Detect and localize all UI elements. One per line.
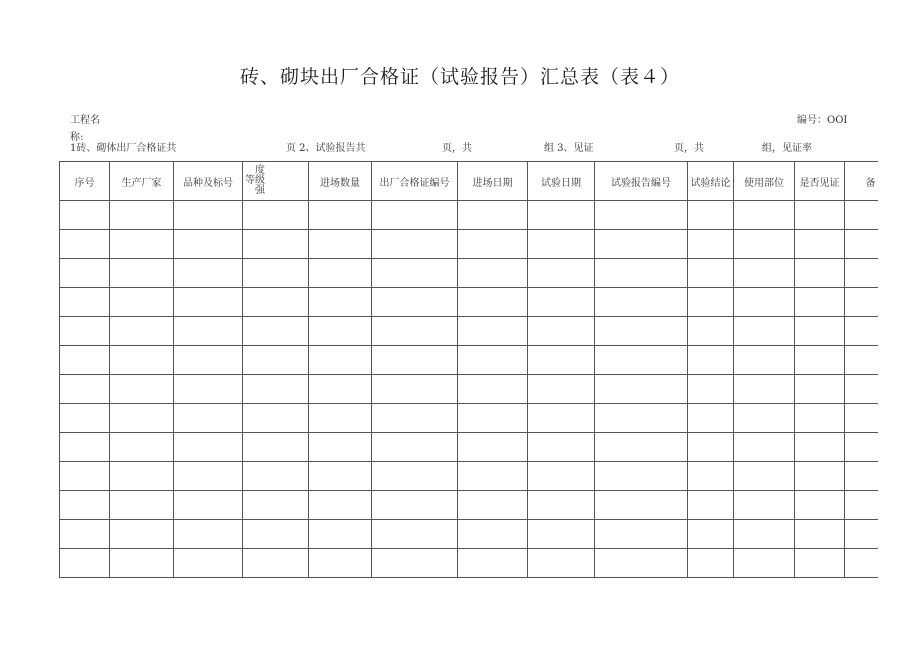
table-cell[interactable] bbox=[110, 346, 174, 375]
table-cell[interactable] bbox=[734, 288, 795, 317]
table-cell[interactable] bbox=[595, 201, 688, 230]
table-cell[interactable] bbox=[458, 259, 528, 288]
table-cell[interactable] bbox=[60, 259, 110, 288]
table-cell[interactable] bbox=[795, 259, 845, 288]
table-cell[interactable] bbox=[309, 549, 372, 578]
table-cell[interactable] bbox=[845, 346, 878, 375]
table-cell[interactable] bbox=[372, 288, 458, 317]
project-name-label: 工程名 称: bbox=[70, 115, 100, 143]
table-cell[interactable] bbox=[528, 346, 595, 375]
table-cell[interactable] bbox=[734, 346, 795, 375]
table-cell[interactable] bbox=[309, 520, 372, 549]
table-cell[interactable] bbox=[795, 201, 845, 230]
table-cell[interactable] bbox=[734, 404, 795, 433]
table-cell[interactable] bbox=[309, 404, 372, 433]
table-cell[interactable] bbox=[174, 462, 243, 491]
table-cell[interactable] bbox=[845, 433, 878, 462]
table-row bbox=[60, 288, 878, 317]
table-cell[interactable] bbox=[372, 375, 458, 404]
table-cell[interactable] bbox=[458, 346, 528, 375]
table-cell[interactable] bbox=[688, 375, 734, 404]
table-cell[interactable] bbox=[734, 201, 795, 230]
table-cell[interactable] bbox=[243, 288, 309, 317]
table-cell[interactable] bbox=[110, 375, 174, 404]
table-cell[interactable] bbox=[595, 346, 688, 375]
summary-part-5: 页，共 bbox=[674, 143, 704, 154]
table-cell[interactable] bbox=[688, 346, 734, 375]
table-cell[interactable] bbox=[243, 433, 309, 462]
table-cell[interactable] bbox=[528, 520, 595, 549]
table-cell[interactable] bbox=[243, 375, 309, 404]
page-title: 砖、砌块出厂合格证（试验报告）汇总表（表４） bbox=[239, 66, 680, 88]
table-cell[interactable] bbox=[60, 201, 110, 230]
table-row bbox=[60, 404, 878, 433]
table-cell[interactable] bbox=[688, 549, 734, 578]
table-cell[interactable] bbox=[372, 491, 458, 520]
table-cell[interactable] bbox=[458, 433, 528, 462]
col-header-usage-location: 使用部位 bbox=[734, 162, 795, 201]
table-cell[interactable] bbox=[309, 201, 372, 230]
table-cell[interactable] bbox=[309, 288, 372, 317]
table-cell[interactable] bbox=[174, 491, 243, 520]
table-cell[interactable] bbox=[595, 404, 688, 433]
table-cell[interactable] bbox=[734, 317, 795, 346]
table-cell[interactable] bbox=[688, 520, 734, 549]
col-header-variety-grade: 品种及标号 bbox=[174, 162, 243, 201]
table-cell[interactable] bbox=[795, 375, 845, 404]
table-cell[interactable] bbox=[845, 230, 878, 259]
table-cell[interactable] bbox=[688, 404, 734, 433]
col-header-conclusion: 试验结论 bbox=[688, 162, 734, 201]
table-row bbox=[60, 259, 878, 288]
table-cell[interactable] bbox=[174, 230, 243, 259]
table-row bbox=[60, 462, 878, 491]
table-cell[interactable] bbox=[110, 201, 174, 230]
table-cell[interactable] bbox=[795, 433, 845, 462]
table-cell[interactable] bbox=[528, 317, 595, 346]
table-cell[interactable] bbox=[845, 375, 878, 404]
table-cell[interactable] bbox=[372, 259, 458, 288]
summary-part-1: 1砖、砌体出厂合格证共 bbox=[70, 143, 177, 154]
table-cell[interactable] bbox=[372, 520, 458, 549]
table-cell[interactable] bbox=[174, 404, 243, 433]
table-cell[interactable] bbox=[795, 317, 845, 346]
table-cell[interactable] bbox=[309, 433, 372, 462]
table-cell[interactable] bbox=[60, 404, 110, 433]
table-cell[interactable] bbox=[688, 288, 734, 317]
document-number: 编号：OOI bbox=[797, 115, 848, 126]
table-cell[interactable] bbox=[795, 549, 845, 578]
table-cell[interactable] bbox=[110, 288, 174, 317]
table-cell[interactable] bbox=[795, 404, 845, 433]
table-cell[interactable] bbox=[795, 346, 845, 375]
table-cell[interactable] bbox=[595, 549, 688, 578]
table-cell[interactable] bbox=[458, 317, 528, 346]
table-cell[interactable] bbox=[110, 259, 174, 288]
table-cell[interactable] bbox=[458, 520, 528, 549]
table-cell[interactable] bbox=[795, 462, 845, 491]
table-cell[interactable] bbox=[795, 520, 845, 549]
table-cell[interactable] bbox=[595, 230, 688, 259]
table-row bbox=[60, 230, 878, 259]
table-cell[interactable] bbox=[174, 549, 243, 578]
table-cell[interactable] bbox=[734, 230, 795, 259]
table-cell[interactable] bbox=[458, 201, 528, 230]
table-cell[interactable] bbox=[174, 346, 243, 375]
table-cell[interactable] bbox=[110, 520, 174, 549]
table-cell[interactable] bbox=[688, 259, 734, 288]
table-cell[interactable] bbox=[734, 259, 795, 288]
table-row bbox=[60, 549, 878, 578]
table-row bbox=[60, 520, 878, 549]
table-cell[interactable] bbox=[458, 288, 528, 317]
table-cell[interactable] bbox=[688, 317, 734, 346]
table-cell[interactable] bbox=[243, 259, 309, 288]
table-cell[interactable] bbox=[528, 433, 595, 462]
table-cell[interactable] bbox=[60, 549, 110, 578]
table-body bbox=[60, 201, 878, 578]
table-cell[interactable] bbox=[595, 375, 688, 404]
table-cell[interactable] bbox=[845, 259, 878, 288]
table-cell[interactable] bbox=[595, 462, 688, 491]
table-cell[interactable] bbox=[243, 404, 309, 433]
table-cell[interactable] bbox=[110, 491, 174, 520]
table-cell[interactable] bbox=[243, 462, 309, 491]
col-header-strength-grade bbox=[243, 162, 309, 201]
table-cell[interactable] bbox=[372, 433, 458, 462]
table-cell[interactable] bbox=[845, 201, 878, 230]
col-header-report-no: 试验报告编号 bbox=[595, 162, 688, 201]
table-cell[interactable] bbox=[595, 259, 688, 288]
table-row bbox=[60, 491, 878, 520]
table-cell[interactable] bbox=[734, 549, 795, 578]
table-cell[interactable] bbox=[174, 520, 243, 549]
table-cell[interactable] bbox=[309, 259, 372, 288]
table-row bbox=[60, 317, 878, 346]
table-cell[interactable] bbox=[60, 317, 110, 346]
table-cell[interactable] bbox=[243, 317, 309, 346]
table-cell[interactable] bbox=[528, 462, 595, 491]
table-cell[interactable] bbox=[688, 201, 734, 230]
table-cell[interactable] bbox=[595, 520, 688, 549]
table-cell[interactable] bbox=[595, 433, 688, 462]
table-cell[interactable] bbox=[309, 230, 372, 259]
table-cell[interactable] bbox=[60, 433, 110, 462]
col-header-certificate-no: 出厂合格证编号 bbox=[372, 162, 458, 201]
table-cell[interactable] bbox=[528, 549, 595, 578]
table-cell[interactable] bbox=[845, 404, 878, 433]
table-cell[interactable] bbox=[110, 404, 174, 433]
table-cell[interactable] bbox=[458, 491, 528, 520]
table-cell[interactable] bbox=[845, 491, 878, 520]
table-cell[interactable] bbox=[528, 288, 595, 317]
table-cell[interactable] bbox=[309, 462, 372, 491]
table-cell[interactable] bbox=[60, 462, 110, 491]
summary-part-3: 页，共 bbox=[442, 143, 472, 154]
strength-grade-stack: 度 等级 强 bbox=[245, 165, 265, 196]
table-cell[interactable] bbox=[60, 491, 110, 520]
table-cell[interactable] bbox=[845, 462, 878, 491]
table-cell[interactable] bbox=[734, 375, 795, 404]
table-cell[interactable] bbox=[372, 201, 458, 230]
table-cell[interactable] bbox=[734, 491, 795, 520]
table-cell[interactable] bbox=[795, 288, 845, 317]
col-header-serial: 序号 bbox=[60, 162, 110, 201]
table-cell[interactable] bbox=[528, 201, 595, 230]
col-header-test-date: 试验日期 bbox=[528, 162, 595, 201]
summary-table bbox=[59, 161, 878, 578]
table-cell[interactable] bbox=[60, 520, 110, 549]
table-cell[interactable] bbox=[309, 375, 372, 404]
table-cell[interactable] bbox=[372, 230, 458, 259]
table-cell[interactable] bbox=[845, 288, 878, 317]
table-cell[interactable] bbox=[734, 520, 795, 549]
table-cell[interactable] bbox=[688, 462, 734, 491]
table-cell[interactable] bbox=[528, 375, 595, 404]
table-cell[interactable] bbox=[243, 520, 309, 549]
table-cell[interactable] bbox=[174, 433, 243, 462]
table-cell[interactable] bbox=[458, 230, 528, 259]
table-cell[interactable] bbox=[458, 404, 528, 433]
table-cell[interactable] bbox=[60, 288, 110, 317]
table-cell[interactable] bbox=[243, 201, 309, 230]
table-cell[interactable] bbox=[528, 404, 595, 433]
summary-part-4: 组 3、见证 bbox=[544, 143, 594, 154]
table-cell[interactable] bbox=[845, 317, 878, 346]
table-cell[interactable] bbox=[795, 491, 845, 520]
table-cell[interactable] bbox=[174, 375, 243, 404]
table-cell[interactable] bbox=[309, 346, 372, 375]
table-cell[interactable] bbox=[845, 549, 878, 578]
table-cell[interactable] bbox=[845, 520, 878, 549]
table-cell[interactable] bbox=[110, 230, 174, 259]
table-cell[interactable] bbox=[372, 317, 458, 346]
table-cell[interactable] bbox=[174, 201, 243, 230]
table-cell[interactable] bbox=[595, 317, 688, 346]
table-cell[interactable] bbox=[174, 317, 243, 346]
table-cell[interactable] bbox=[372, 404, 458, 433]
table-cell[interactable] bbox=[60, 375, 110, 404]
table-cell[interactable] bbox=[688, 230, 734, 259]
table-cell[interactable] bbox=[60, 230, 110, 259]
table-cell[interactable] bbox=[243, 230, 309, 259]
table-cell[interactable] bbox=[60, 346, 110, 375]
table-cell[interactable] bbox=[734, 462, 795, 491]
summary-part-2: 页 2、试验报告共 bbox=[286, 143, 366, 154]
table-cell[interactable] bbox=[309, 491, 372, 520]
table-row bbox=[60, 201, 878, 230]
table-cell[interactable] bbox=[595, 491, 688, 520]
table-cell[interactable] bbox=[110, 433, 174, 462]
table-row bbox=[60, 375, 878, 404]
table-cell[interactable] bbox=[110, 549, 174, 578]
table-cell[interactable] bbox=[309, 317, 372, 346]
summary-part-6: 组，见证率 bbox=[762, 143, 812, 154]
table-cell[interactable] bbox=[243, 491, 309, 520]
table-cell[interactable] bbox=[243, 346, 309, 375]
table-cell[interactable] bbox=[528, 259, 595, 288]
table-cell[interactable] bbox=[372, 549, 458, 578]
table-cell[interactable] bbox=[528, 230, 595, 259]
col-header-witnessed: 是否见证 bbox=[795, 162, 845, 201]
col-header-entry-date: 进场日期 bbox=[458, 162, 528, 201]
table-cell[interactable] bbox=[458, 549, 528, 578]
table-cell[interactable] bbox=[110, 317, 174, 346]
table-cell[interactable] bbox=[372, 462, 458, 491]
table-header-row bbox=[60, 162, 878, 201]
table-cell[interactable] bbox=[174, 288, 243, 317]
table-cell[interactable] bbox=[243, 549, 309, 578]
col-header-manufacturer: 生产厂家 bbox=[110, 162, 174, 201]
table-row bbox=[60, 346, 878, 375]
table-cell[interactable] bbox=[734, 433, 795, 462]
table-cell[interactable] bbox=[458, 462, 528, 491]
col-header-remarks: 备 bbox=[845, 162, 878, 201]
table-cell[interactable] bbox=[595, 288, 688, 317]
table-cell[interactable] bbox=[174, 259, 243, 288]
table-cell[interactable] bbox=[110, 462, 174, 491]
table-cell[interactable] bbox=[528, 491, 595, 520]
table-cell[interactable] bbox=[688, 491, 734, 520]
table-cell[interactable] bbox=[688, 433, 734, 462]
table-cell[interactable] bbox=[458, 375, 528, 404]
col-header-quantity: 进场数量 bbox=[309, 162, 372, 201]
table-cell[interactable] bbox=[795, 230, 845, 259]
table-cell[interactable] bbox=[372, 346, 458, 375]
table-row bbox=[60, 433, 878, 462]
